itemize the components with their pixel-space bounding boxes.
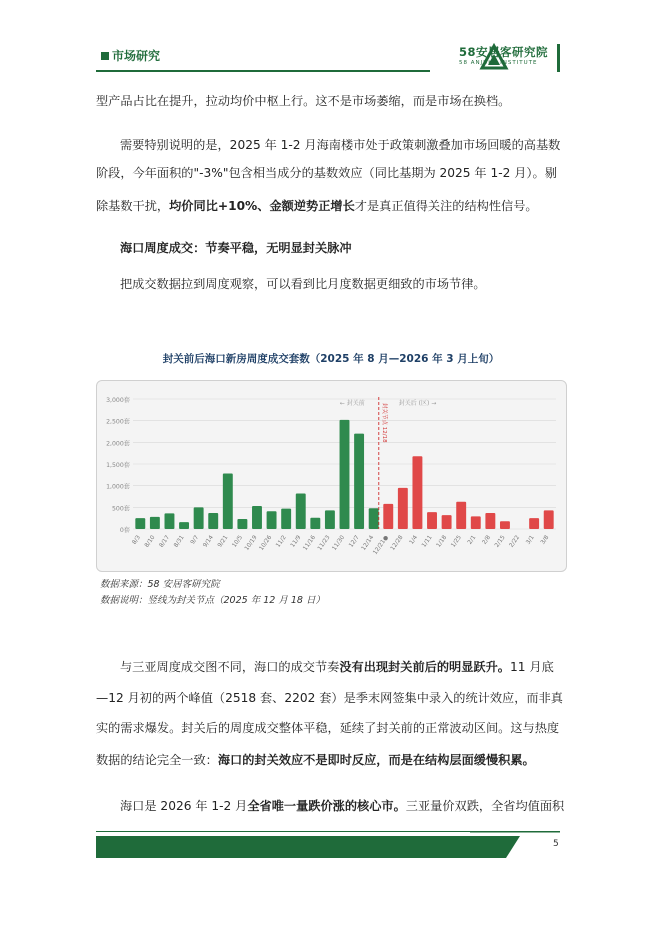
- x-tick-label: 8/31: [173, 534, 186, 549]
- pre-bar: [150, 517, 160, 529]
- paragraph-5: [96, 793, 566, 820]
- x-tick-label: 2/1: [467, 534, 478, 546]
- pre-bar: [340, 420, 350, 529]
- paragraph-2-end: [96, 193, 566, 220]
- pre-bar: [369, 508, 379, 529]
- post-bar: [456, 502, 466, 529]
- paragraph-4-line-4-wrap: [96, 747, 566, 774]
- y-tick-label: 1,000套: [106, 483, 130, 491]
- x-tick-label: 8/17: [158, 534, 172, 549]
- post-bar: [383, 504, 393, 529]
- paragraph-4-highlight-1: 没有出现封关前后的明显跃升。: [339, 660, 510, 674]
- x-tick-label: 8/10: [144, 534, 157, 549]
- x-tick-label: 11/30: [331, 534, 347, 552]
- post-bar: [442, 515, 452, 529]
- x-tick-label: 12/21●: [372, 534, 390, 556]
- paragraph-4-highlight-2: 海口的封关效应不是即时反应，而是在结构层面缓慢积累。: [217, 753, 535, 767]
- subheading: [120, 235, 590, 262]
- pre-bar: [296, 493, 306, 529]
- paragraph-4-line-3: 实的需求爆发。封关后的周度成交整体平稳，延续了封关前的正常波动区间。这与热度: [96, 721, 560, 735]
- section-title: 市场研究: [112, 49, 161, 63]
- x-tick-label: 8/3: [131, 534, 142, 546]
- post-bar: [485, 513, 495, 529]
- x-tick-label: 10/26: [258, 534, 274, 552]
- pre-bar: [179, 522, 189, 529]
- y-tick-label: 2,000套: [106, 440, 130, 448]
- post-bar: [529, 518, 539, 529]
- chart-title: 封关前后海口新房周度成交套数（2025 年 8 月—2026 年 3 月上旬）: [162, 353, 500, 365]
- paragraph-4: [96, 654, 566, 681]
- x-tick-label: 3/1: [525, 534, 536, 546]
- pre-bar: [325, 510, 335, 529]
- subheading-text: 海口周度成交：节奏平稳，无明显封关脉冲: [120, 241, 352, 255]
- pre-bar: [310, 518, 320, 529]
- chart-container: [96, 380, 567, 572]
- pre-bar: [237, 519, 247, 529]
- post-bar: [471, 516, 481, 529]
- header-rule: [96, 70, 430, 72]
- paragraph-5-highlight: 全省唯一量跌价涨的核心市。: [247, 799, 406, 813]
- paragraph-2-line-3c: 才是真正值得关注的结构性信号。: [354, 199, 538, 213]
- paragraph-2: [96, 132, 566, 159]
- paragraph-3-text: 把成交数据拉到周度观察，可以看到比月度数据更细致的市场节律。: [120, 277, 486, 291]
- paragraph-2-line-2: 阶段，今年面积的"-3%"包含相当成分的基数效应（同比基期为 2025 年 1-2 月）。剔: [96, 166, 557, 180]
- paragraph-4-line-3-wrap: [96, 715, 566, 742]
- y-tick-label: 3,000套: [106, 397, 130, 404]
- x-tick-label: 12/14: [360, 534, 376, 552]
- post-bar: [500, 521, 510, 529]
- pre-period-label: ← 封关前: [339, 400, 365, 407]
- paragraph-4-line-2-wrap: [96, 685, 566, 712]
- header-accent-bar: [557, 44, 560, 72]
- x-tick-label: 2/15: [494, 534, 507, 549]
- paragraph-2-highlight: 均价同比+10%、金额逆势正增长: [169, 199, 355, 213]
- paragraph-4-line-1a: 与三亚周度成交图不同，海口的成交节奏: [120, 660, 340, 674]
- page-number: 5: [553, 839, 559, 849]
- paragraph-1-text: 型产品占比在提升，拉动均价中枢上行。这不是市场萎缩，而是市场在换档。: [96, 94, 511, 108]
- pre-bar: [223, 474, 233, 529]
- section-marker: [101, 52, 109, 60]
- closure-marker-label: 封关节点 12/18: [380, 403, 387, 443]
- pre-bar: [208, 513, 218, 529]
- paragraph-5-a: 海口是 2026 年 1-2 月: [120, 799, 248, 813]
- x-tick-label: 10/19: [244, 534, 259, 552]
- post-bar: [427, 512, 437, 529]
- logo-text-en: 58 ANJUKE INSTITUTE: [459, 60, 538, 66]
- x-tick-label: 1/25: [450, 534, 463, 549]
- x-tick-label: 12/7: [348, 534, 361, 549]
- x-tick-label: 11/16: [302, 534, 317, 552]
- paragraph-5-c: 三亚量价双跌，全省均值面积: [405, 799, 565, 813]
- data-source-note: 数据来源：58 安居客研究院: [100, 579, 220, 590]
- y-tick-label: 0套: [119, 527, 130, 534]
- pre-bar: [252, 506, 262, 529]
- x-tick-label: 3/8: [540, 534, 551, 546]
- logo-text-cn: 58安居客研究院: [459, 45, 549, 59]
- y-tick-label: 1,500套: [106, 462, 130, 469]
- pre-bar: [267, 511, 277, 529]
- x-tick-label: 9/7: [190, 534, 201, 546]
- x-tick-label: 2/8: [481, 534, 493, 546]
- page-header: [0, 0, 662, 80]
- post-bar: [544, 510, 554, 529]
- paragraph-4-line-2: —12 月初的两个峰值（2518 套、2202 套）是季末网签集中录入的统计效应，而非真: [96, 691, 563, 705]
- x-tick-label: 11/2: [275, 534, 288, 549]
- paragraph-3: [120, 271, 590, 298]
- x-tick-label: 1/4: [408, 534, 420, 546]
- paragraph-4-line-1c: 11 月底: [510, 660, 554, 674]
- paragraph-1: [96, 88, 566, 115]
- x-tick-label: 9/14: [202, 534, 215, 549]
- y-tick-label: 500套: [112, 505, 130, 513]
- paragraph-2-line-3a: 除基数干扰，: [96, 199, 170, 213]
- pre-bar: [135, 518, 145, 529]
- x-tick-label: 1/18: [435, 534, 449, 549]
- pre-bar: [165, 513, 175, 529]
- data-description-note: 数据说明：竖线为封关节点（2025 年 12 月 18 日）: [100, 595, 325, 606]
- post-period-label: 封关后 (区) →: [398, 400, 437, 407]
- post-bar: [398, 488, 408, 529]
- bar-chart: [97, 381, 566, 571]
- pre-bar: [354, 434, 364, 529]
- footer-rule: [96, 831, 560, 832]
- paragraph-2-cont: [96, 160, 566, 187]
- x-tick-label: 11/23: [317, 534, 332, 552]
- x-tick-label: 1/11: [421, 534, 434, 549]
- post-bar: [412, 456, 422, 529]
- paragraph-4-line-4a: 数据的结论完全一致：: [96, 753, 218, 767]
- y-tick-label: 2,500套: [106, 418, 130, 426]
- x-tick-label: 10/5: [231, 534, 245, 549]
- x-tick-label: 11/9: [289, 534, 303, 549]
- x-tick-label: 2/22: [508, 534, 522, 549]
- paragraph-2-line-1: 需要特别说明的是，2025 年 1-2 月海南楼市处于政策刺激叠加市场回暖的高基数: [120, 138, 561, 152]
- pre-bar: [281, 509, 291, 529]
- x-tick-label: 12/28: [389, 534, 405, 552]
- x-tick-label: 9/21: [217, 534, 230, 549]
- pre-bar: [194, 507, 204, 529]
